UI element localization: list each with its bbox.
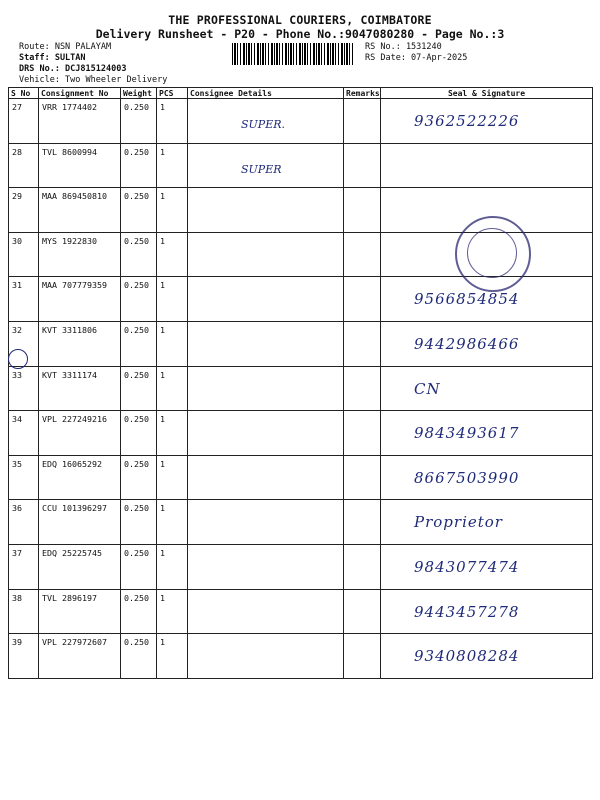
cell-remarks (344, 455, 381, 500)
cell-pcs: 1 (157, 321, 188, 366)
cell-sno: 28 (9, 143, 39, 188)
cell-signature (381, 143, 593, 188)
signature-handwriting: 9362522226 (414, 112, 520, 130)
cell-remarks (344, 99, 381, 144)
cell-remarks (344, 500, 381, 545)
cell-pcs: 1 (157, 500, 188, 545)
table-row (9, 500, 593, 545)
cell-consignment: VPL 227972607 (39, 634, 121, 679)
cell-pcs: 1 (157, 544, 188, 589)
table-row (9, 99, 593, 144)
cell-consignee (188, 544, 344, 589)
cell-weight: 0.250 (121, 277, 157, 322)
cell-weight: 0.250 (121, 589, 157, 634)
col-pcs: PCS (157, 88, 188, 99)
cell-weight: 0.250 (121, 232, 157, 277)
cell-consignment: EDQ 16065292 (39, 455, 121, 500)
cell-consignment: MAA 707779359 (39, 277, 121, 322)
seal-stamp (455, 216, 531, 292)
table-row (9, 143, 593, 188)
cell-pcs: 1 (157, 188, 188, 233)
cell-sno: 34 (9, 411, 39, 456)
page-title: THE PROFESSIONAL COURIERS, COIMBATORE (168, 13, 432, 27)
signature-handwriting: 9843493617 (414, 424, 520, 443)
staff-label: Staff: SULTAN (19, 53, 86, 63)
consignee-handwriting: SUPER (241, 162, 282, 176)
cell-sno: 35 (9, 455, 39, 500)
cell-consignment: VPL 227249216 (39, 411, 121, 456)
table-row (9, 455, 593, 500)
cell-pcs: 1 (157, 99, 188, 144)
cell-weight: 0.250 (121, 411, 157, 456)
cell-pcs: 1 (157, 589, 188, 634)
cell-sno: 39 (9, 634, 39, 679)
cell-signature (381, 544, 593, 589)
cell-weight: 0.250 (121, 500, 157, 545)
cell-weight: 0.250 (121, 188, 157, 233)
cell-sno: 32 (9, 321, 39, 366)
table-row (9, 589, 593, 634)
cell-signature (381, 500, 593, 545)
cell-weight: 0.250 (121, 321, 157, 366)
cell-pcs: 1 (157, 277, 188, 322)
col-signature: Seal & Signature (381, 88, 593, 99)
rs-date-label: RS Date: 07-Apr-2025 (365, 53, 468, 63)
cell-consignee (188, 455, 344, 500)
table-row (9, 411, 593, 456)
col-weight: Weight (121, 88, 157, 99)
cell-remarks (344, 544, 381, 589)
signature-handwriting: 9843077474 (414, 557, 520, 576)
table-row (9, 544, 593, 589)
cell-pcs: 1 (157, 366, 188, 411)
signature-handwriting: 9443457278 (414, 602, 520, 621)
cell-consignment: MYS 1922830 (39, 232, 121, 277)
cell-consignee (188, 366, 344, 411)
cell-signature (381, 634, 593, 679)
barcode (232, 43, 354, 65)
consignee-handwriting: SUPER. (241, 118, 286, 131)
cell-consignee (188, 411, 344, 456)
cell-sno: 37 (9, 544, 39, 589)
cell-remarks (344, 411, 381, 456)
cell-sno: 27 (9, 99, 39, 144)
cell-consignee (188, 232, 344, 277)
vehicle-label: Vehicle: Two Wheeler Delivery (19, 75, 168, 85)
cell-remarks (344, 143, 381, 188)
cell-pcs: 1 (157, 143, 188, 188)
col-consignee: Consignee Details (188, 88, 344, 99)
cell-consignee (188, 321, 344, 366)
signature-handwriting: 9566854854 (414, 290, 520, 309)
cell-consignment: KVT 3311174 (39, 366, 121, 411)
circled-row-mark (8, 349, 28, 369)
cell-remarks (344, 321, 381, 366)
cell-signature (381, 321, 593, 366)
page-subtitle: Delivery Runsheet - P20 - Phone No.:9047080280 - Page No.:3 (95, 27, 505, 41)
cell-remarks (344, 366, 381, 411)
table-row (9, 321, 593, 366)
col-consignment: Consignment No (39, 88, 121, 99)
cell-remarks (344, 277, 381, 322)
runsheet-table (8, 87, 593, 679)
cell-signature (381, 99, 593, 144)
cell-signature (381, 366, 593, 411)
cell-consignee (188, 277, 344, 322)
cell-weight: 0.250 (121, 634, 157, 679)
route-label: Route: NSN PALAYAM (19, 42, 112, 52)
cell-pcs: 1 (157, 232, 188, 277)
table-header-row (9, 88, 593, 99)
cell-remarks (344, 589, 381, 634)
table-row (9, 366, 593, 411)
cell-signature (381, 589, 593, 634)
cell-sno: 29 (9, 188, 39, 233)
cell-consignee (188, 589, 344, 634)
cell-consignment: VRR 1774402 (39, 99, 121, 144)
cell-sno: 33 (9, 366, 39, 411)
cell-remarks (344, 188, 381, 233)
drs-label: DRS No.: DCJ815124003 (19, 64, 127, 74)
cell-consignee (188, 500, 344, 545)
table-row (9, 634, 593, 679)
cell-pcs: 1 (157, 455, 188, 500)
signature-handwriting: 9442986466 (414, 334, 520, 353)
signature-handwriting: CN (414, 379, 441, 398)
cell-sno: 36 (9, 500, 39, 545)
rs-no-label: RS No.: 1531240 (365, 42, 442, 52)
cell-consignment: EDQ 25225745 (39, 544, 121, 589)
cell-consignee (188, 634, 344, 679)
signature-handwriting: 8667503990 (414, 468, 520, 487)
cell-pcs: 1 (157, 634, 188, 679)
cell-pcs: 1 (157, 411, 188, 456)
cell-consignee (188, 99, 344, 144)
cell-consignment: TVL 8600994 (39, 143, 121, 188)
signature-handwriting: 9340808284 (414, 647, 520, 666)
signature-handwriting: Proprietor (414, 513, 503, 532)
cell-consignment: KVT 3311806 (39, 321, 121, 366)
cell-weight: 0.250 (121, 455, 157, 500)
cell-consignment: TVL 2896197 (39, 589, 121, 634)
cell-signature (381, 455, 593, 500)
cell-weight: 0.250 (121, 366, 157, 411)
cell-weight: 0.250 (121, 544, 157, 589)
cell-remarks (344, 634, 381, 679)
col-remarks: Remarks (344, 88, 381, 99)
cell-signature (381, 411, 593, 456)
cell-remarks (344, 232, 381, 277)
cell-sno: 38 (9, 589, 39, 634)
cell-sno: 30 (9, 232, 39, 277)
cell-consignee (188, 143, 344, 188)
cell-weight: 0.250 (121, 99, 157, 144)
cell-sno: 31 (9, 277, 39, 322)
cell-consignment: CCU 101396297 (39, 500, 121, 545)
cell-weight: 0.250 (121, 143, 157, 188)
cell-consignee (188, 188, 344, 233)
cell-consignment: MAA 869450810 (39, 188, 121, 233)
col-sno: S No (9, 88, 39, 99)
